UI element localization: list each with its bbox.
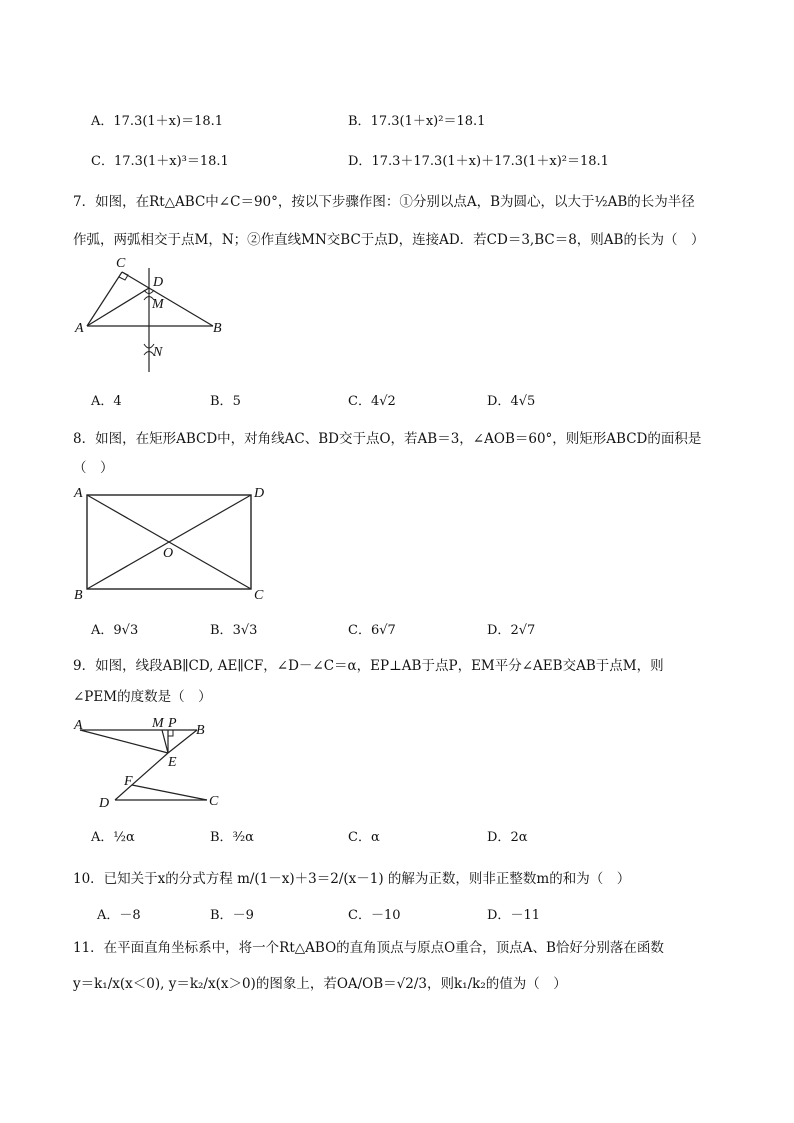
label-d: D [153, 275, 164, 290]
option-label: B． [210, 830, 233, 845]
label-n: N [153, 345, 163, 360]
label-p: P [168, 716, 177, 731]
q7-stem-line2: 作弧，两弧相交于点M，N；②作直线MN交BC于点D，连接AD．若CD＝3,BC＝8，则AB的长为（ ） [73, 232, 705, 248]
option-text: －10 [370, 908, 401, 923]
label-c: C [116, 256, 126, 271]
right-angle-mark [119, 272, 128, 280]
label-b: B [74, 588, 83, 603]
q8-option-a[interactable] [91, 619, 138, 638]
q10-option-b[interactable] [210, 904, 254, 923]
option-text: 2√7 [510, 623, 536, 638]
label-d: D [254, 486, 265, 501]
option-text: －8 [119, 908, 141, 923]
q7-option-d[interactable] [487, 390, 535, 409]
option-text: α [370, 830, 380, 845]
segment-cb [122, 272, 213, 326]
option-text: 17.3＋17.3(1＋x)＋17.3(1＋x)²＝18.1 [371, 154, 609, 169]
q6-option-b[interactable] [348, 110, 485, 129]
q7-figure [70, 252, 230, 374]
q7-option-b[interactable] [210, 390, 241, 409]
q6-option-a[interactable] [91, 110, 223, 129]
option-text: 17.3(1＋x)³＝18.1 [113, 154, 229, 169]
q6-option-d[interactable] [348, 150, 609, 169]
q8-stem-line1: 8．如图，在矩形ABCD中，对角线AC、BD交于点O，若AB＝3，∠AOB＝60°，则矩形ABCD的面积是 [73, 431, 702, 447]
option-label: C． [348, 394, 371, 409]
q7-option-c[interactable] [348, 390, 396, 409]
option-label: B． [210, 623, 233, 638]
option-text: 6√7 [370, 623, 396, 638]
option-text: 2α [510, 830, 528, 845]
option-text: 4√2 [370, 394, 396, 409]
segment-ad [87, 288, 149, 326]
q8-option-c[interactable] [348, 619, 396, 638]
label-a: A [75, 321, 84, 336]
q8-figure [70, 482, 280, 604]
option-text: 17.3(1＋x)²＝18.1 [370, 114, 486, 129]
segment-ac [87, 272, 122, 326]
option-label: A． [91, 830, 114, 845]
label-d: D [99, 796, 110, 811]
label-a: A [74, 486, 83, 501]
option-label: D． [487, 623, 511, 638]
q7-option-a[interactable] [91, 390, 122, 409]
option-text: 3√3 [232, 623, 258, 638]
segment-ae [80, 730, 168, 753]
option-text: ³⁄₂α [232, 830, 254, 845]
q10-option-a[interactable] [97, 904, 141, 923]
label-m: M [152, 297, 164, 312]
label-c: C [209, 794, 219, 809]
option-label: D． [487, 908, 511, 923]
q9-option-d[interactable] [487, 826, 528, 845]
q10-stem: 10．已知关于x的分式方程 m/(1－x)＋3＝2/(x－1) 的解为正数，则非正整数m的和为（ ） [73, 871, 631, 887]
option-label: B． [348, 114, 371, 129]
q8-stem-line2: （ ） [73, 460, 114, 476]
q9-figure [70, 712, 240, 812]
label-c: C [254, 588, 264, 603]
q11-stem-line2: y＝k₁/x(x＜0), y＝k₂/x(x＞0)的图象上，若OA/OB＝√2/3，则k₁/k₂的值为（ ） [73, 976, 567, 992]
option-label: C． [348, 830, 371, 845]
label-a: A [74, 718, 83, 733]
q6-option-c[interactable] [91, 150, 229, 169]
q9-stem-line2: ∠PEM的度数是（ ） [73, 689, 212, 705]
q11-stem-line1: 11．在平面直角坐标系中，将一个Rt△ABO的直角顶点与原点O重合，顶点A、B恰好分别落在函数 [73, 940, 664, 956]
label-e: E [168, 755, 177, 770]
option-text: 4 [113, 394, 122, 409]
option-label: C． [348, 623, 371, 638]
q8-option-d[interactable] [487, 619, 535, 638]
label-m: M [152, 716, 164, 731]
q9-stem-line1: 9．如图，线段AB∥CD, AE∥CF，∠D－∠C＝α，EP⊥AB于点P，EM平分∠AEB交AB于点M，则 [73, 658, 664, 674]
q9-option-c[interactable] [348, 826, 380, 845]
option-text: 4√5 [510, 394, 536, 409]
option-label: D． [487, 394, 511, 409]
option-label: D． [487, 830, 511, 845]
option-text: 17.3(1＋x)＝18.1 [113, 114, 224, 129]
option-label: A． [91, 394, 114, 409]
label-o: O [163, 546, 174, 561]
label-b: B [213, 321, 222, 336]
option-label: C． [91, 154, 114, 169]
q9-option-b[interactable] [210, 826, 254, 845]
option-text: ½α [113, 830, 135, 845]
option-label: A． [97, 908, 120, 923]
q9-option-a[interactable] [91, 826, 135, 845]
segment-me [162, 730, 168, 753]
q10-option-c[interactable] [348, 904, 401, 923]
option-text: 5 [232, 394, 241, 409]
segment-ed [115, 753, 168, 800]
q7-stem-line1: 7．如图，在Rt△ABC中∠C＝90°，按以下步骤作图：①分别以点A，B为圆心，以大于½AB的长为半径 [73, 194, 695, 210]
option-text: 9√3 [113, 623, 139, 638]
option-text: －11 [510, 908, 540, 923]
label-b: B [196, 723, 205, 738]
segment-fc [132, 785, 207, 800]
option-text: －9 [232, 908, 254, 923]
q10-option-d[interactable] [487, 904, 540, 923]
q8-option-b[interactable] [210, 619, 257, 638]
segment-be [168, 730, 197, 753]
option-label: A． [91, 623, 114, 638]
option-label: A． [91, 114, 114, 129]
option-label: B． [210, 908, 233, 923]
option-label: D． [348, 154, 372, 169]
option-label: C． [348, 908, 371, 923]
label-f: F [124, 774, 133, 789]
option-label: B． [210, 394, 233, 409]
